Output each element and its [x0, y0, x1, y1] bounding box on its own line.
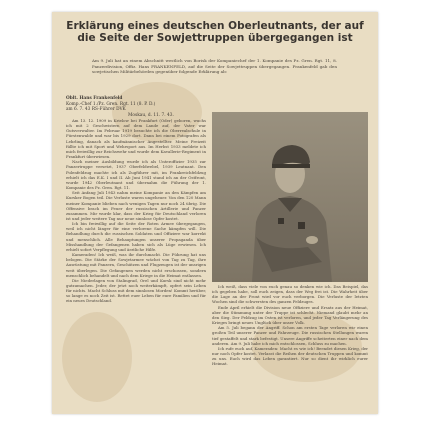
paragraph: Ende April erhielt die Division neue Offiziere und Ersatz aus der Heimat, aber die Stimmung unter der Truppe ist schlecht. Niemand glaubt mehr an den Sieg. Der Feldzug im Osten ist verloren, und jeder Tag Verlängerung des Krieges bringt neues Unglück über unser Volk. — [212, 304, 368, 326]
author-block — [66, 96, 186, 118]
paragraph: Kameraden! Ich weiß, was ihr durchmacht. Die Führung hat uns belogen. Die Stärke der Sowjetarmee wächst von Tag zu Tag, ihre Ausrüstung mit Panzern, Geschützen und Flugzeugen ist der unsrigen weit überlegen. Die Gefangenen werden nicht erschossen, sondern menschlich behandelt und nach dem Kriege in die Heimat entlassen. — [66, 252, 206, 278]
paragraph: Ich bin freiwillig auf die Seite der Roten Armee übergegangen, weil ich nicht länger für eine verlorene Sache kämpfen will. Die Behandlung durch die russischen Soldaten und Offiziere war korrekt und menschlich. Alle Behauptungen unserer Propaganda über Misshandlung der Gefangenen haben sich als Lüge erwiesen. Ich erhielt sofort Verpflegung und ärztliche Hilfe. — [66, 221, 206, 252]
paragraph: Am 13. 12. 1909 in Krielow bei Frankfurt (Oder) geboren, wuchs ich mit 2 Geschwistern auf dem Lande auf, der Vater war Gutsverwalter. Im Februar 1919 besuchte ich die Oberrealschule in Fürstenwalde und war bis 1929 dort. Dann bei einem Fotografen als Lehrling, danach als kaufmännischer Angestellter. Meine Freizeit füllte ich mit Sport und Wehrsport aus. Im Herbst 1933 meldete ich mich freiwillig zur Reichswehr und wurde dem Kavallerie-Regiment in Frankfurt überwiesen. — [66, 118, 206, 160]
paragraph: Seit Anfang Juli 1943 nahm meine Kompanie an den Kämpfen am Kursker Bogen teil. Die Verluste waren ungeheuer. Von den 120 Mann meiner Kompanie blieben nach wenigen Tagen nur noch 24 übrig. Die Offensive brach im Feuer der russischen Artillerie und Panzer zusammen. Mir wurde klar, dass der Krieg für Deutschland verloren ist und jeder weitere Tag nur neue sinnlose Opfer kostet. — [66, 190, 206, 221]
paragraph: Nach meiner Ausbildung wurde ich als Unteroffizier 1935 zur Panzertruppe versetzt, 1937 Oberfeldwebel, 1939 Leutnant. Den Polenfeldzug machte ich als Zugführer mit, im Frankreichfeldzug erhielt ich das E.K. I und II. Ab Juni 1941 stand ich an der Ostfront, wurde 1942 Oberleutnant und übernahm die Führung der 1. Kompanie des Pz. Gren. Rgt. 11. — [66, 159, 206, 191]
dateline: Moskau, d. 11. 7. 43. — [128, 113, 174, 118]
headline: Erklärung eines deutschen Oberleutnants, der auf die Seite der Sowjettruppen übergegangen ist — [66, 20, 364, 44]
officer-photo — [212, 112, 368, 282]
left-column — [66, 118, 206, 408]
paragraph: Die Niederlagen von Stalingrad, Orel und Kursk sind nicht mehr gutzumachen. Jeder, der jetzt noch weiterkämpft, opfert sein Leben für nichts. Macht Schluss mit dem sinnlosen Morden! Kommt herüber, so lange es noch Zeit ist. Rettet euer Leben für eure Familien und für ein neues Deutschland. — [66, 277, 206, 304]
paragraph: Am 5. Juli begann der Angriff. Schon am ersten Tage verloren wir einen großen Teil unserer Panzer und Fahrzeuge. Die russischen Stellungen waren tief gestaffelt und stark befestigt. Unsere Angriffe scheiterten einer nach dem anderen. Am 9. Juli habe ich mich entschlossen, Schluss zu machen. — [212, 325, 368, 346]
paragraph: Ich weiß, dass viele von euch genau so denken wie ich. Das Beispiel, das ich gegeben habe, soll euch zeigen, dass der Weg frei ist. Die Wahrheit über die Lage an der Front wird vor euch verborgen. Die Verluste der letzten Wochen sind die schwersten des ganzen Feldzuges. — [212, 284, 368, 305]
officer-portrait-image — [212, 112, 368, 282]
author-unit: Komp.-Chef 1./Pz. Gren. Rgt. 11 (8. P. D.) — [66, 101, 156, 107]
author-name: Oblt. Hans Frankenfeld — [66, 96, 123, 101]
intro-paragraph: Am 9. Juli hat an einem Abschnitt westlich von Borisk der Kompaniechef der 1. Kompanie des Pz. Gren. Rgt. 11, 8. Panzerdivision, Offiz. Hans FRANKENFELD, auf die Seite der Sowjettruppen übergegangen. Frankenfeld gab den sowjetischen Militärbehörden gegenüber folgende Erklärung ab: — [92, 58, 337, 75]
author-date: am 6. 7. 43 RS-Führer DVK — [66, 107, 126, 113]
leaflet-page — [52, 12, 378, 414]
right-column — [212, 284, 368, 408]
paragraph: Ich rufe euch auf, Kameraden: Macht es wie ich! Beendet diesen Krieg, der nur noch Opfer kostet. Verlasst die Reihen der deutschen Truppen und kommt zu uns. Euch wird das Leben garantiert. Nur so dient ihr wirklich eurer Heimat. — [212, 345, 368, 367]
